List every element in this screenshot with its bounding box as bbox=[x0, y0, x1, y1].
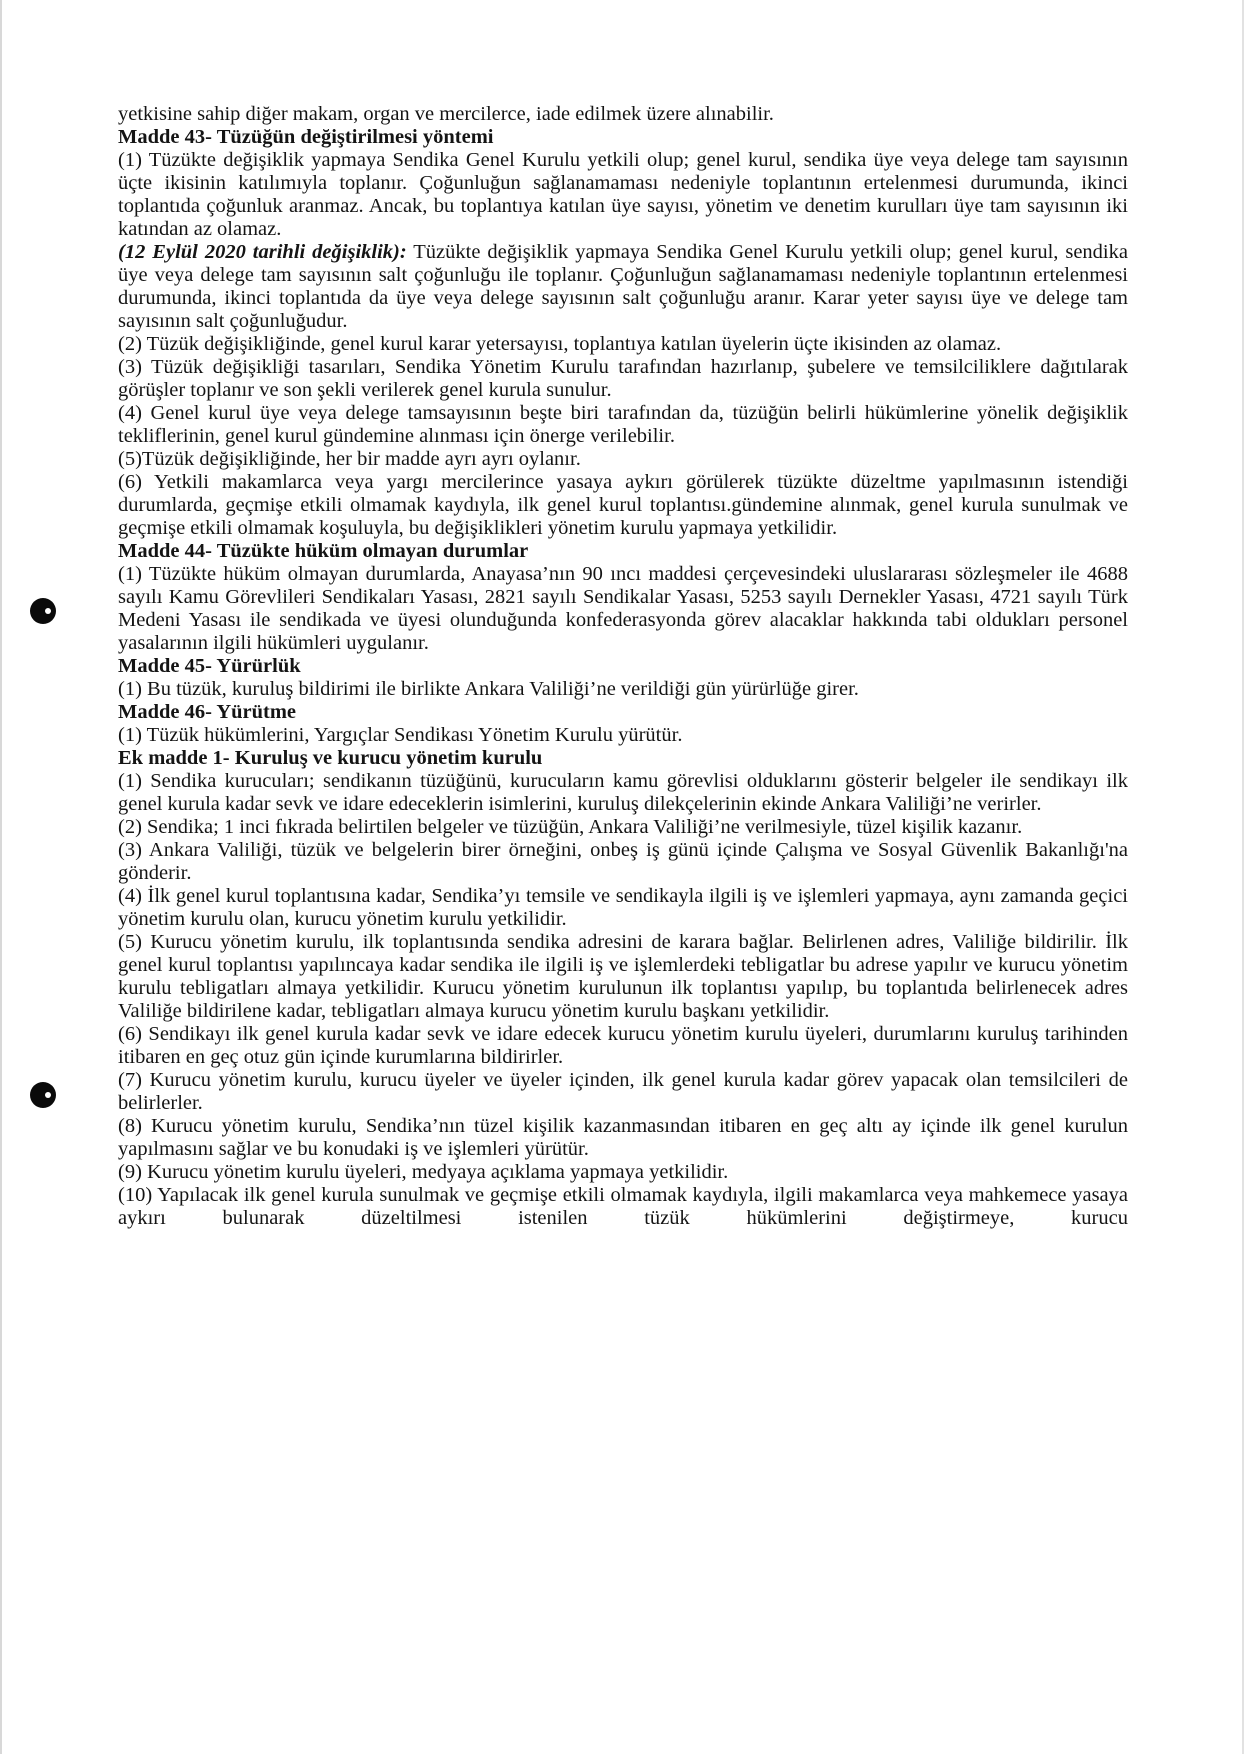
clause-paragraph: yetkisine sahip diğer makam, organ ve mercilerce, iade edilmek üzere alınabilir. bbox=[118, 103, 774, 125]
article-heading: Madde 45- Yürürlük bbox=[118, 655, 301, 677]
amendment-text: Tüzükte değişiklik yapmaya Sendika Genel Kurulu yetkili olup; genel kurul, sendika üye veya delege tam sayısının salt çoğunluğu ile toplanır. Çoğunluğun sağlanamaması nedeniyle toplantının ertelenmesi durumunda, ikinci toplantıda da üye veya delege sayısının salt çoğunluğu aranır. Karar yeter sayısı üye ve delege tam sayısının salt çoğunluğudur. bbox=[118, 241, 1128, 332]
clause-paragraph: (4) İlk genel kurul toplantısına kadar, Sendika’yı temsile ve sendikayla ilgili iş ve işlemleri yapmaya, aynı zamanda geçici yönetim kurulu olan, kurucu yönetim kurulu yetkilidir. bbox=[118, 885, 1128, 930]
clause-paragraph: (2) Tüzük değişikliğinde, genel kurul karar yetersayısı, toplantıya katılan üyelerin üçte ikisinden az olamaz. bbox=[118, 333, 1002, 355]
scan-right-edge bbox=[1242, 0, 1244, 1754]
clause-paragraph: (9) Kurucu yönetim kurulu üyeleri, medyaya açıklama yapmaya yetkilidir. bbox=[118, 1161, 729, 1183]
scan-left-edge bbox=[0, 0, 2, 1754]
document-page bbox=[118, 103, 1128, 1230]
clause-paragraph: (1) Sendika kurucuları; sendikanın tüzüğünü, kurucuların kamu görevlisi olduklarını gösterir belgeler ile sendikayı ilk genel kurula kadar sevk ve idare edeceklerin isimlerini, kuruluş dilekçelerinin ekinde Ankara Valiliği’ne verirler. bbox=[118, 770, 1128, 815]
clause-paragraph: (10) Yapılacak ilk genel kurula sunulmak ve geçmişe etkili olmamak kaydıyla, ilgili makamlarca veya mahkemece yasaya aykırı bulunarak düzeltilmesi istenilen tüzük hükümlerini değiştirmeye, kurucu bbox=[118, 1184, 1128, 1229]
clause-paragraph: (3) Ankara Valiliği, tüzük ve belgelerin birer örneğini, onbeş iş günü içinde Çalışma ve Sosyal Güvenlik Bakanlığı'na gönderir. bbox=[118, 839, 1128, 884]
article-heading: Madde 43- Tüzüğün değiştirilmesi yöntemi bbox=[118, 126, 494, 148]
clause-paragraph: (1) Tüzükte hüküm olmayan durumlarda, Anayasa’nın 90 ıncı maddesi çerçevesindeki uluslararası sözleşmeler ile 4688 sayılı Kamu Görevlileri Sendikaları Yasası, 2821 sayılı Sendikalar Yasası, 5253 sayılı Dernekler Yasası, 4721 sayılı Türk Medeni Yasası ile sendikada ve üyesi olunduğunda konfederasyonda görev alacaklar hakkında tabi oldukları personel yasalarının ilgili hükümleri uygulanır. bbox=[118, 563, 1128, 654]
clause-paragraph: (6) Sendikayı ilk genel kurula kadar sevk ve idare edecek kurucu yönetim kurulu üyeleri, durumlarını kuruluş tarihinden itibaren en geç otuz gün içinde kurumlarına bildirirler. bbox=[118, 1023, 1128, 1068]
article-heading: Madde 44- Tüzükte hüküm olmayan durumlar bbox=[118, 540, 529, 562]
clause-paragraph: (2) Sendika; 1 inci fıkrada belirtilen belgeler ve tüzüğün, Ankara Valiliği’ne verilmesiyle, tüzel kişilik kazanır. bbox=[118, 816, 1023, 838]
punch-hole-top bbox=[30, 598, 56, 624]
clause-paragraph: (1) Tüzükte değişiklik yapmaya Sendika Genel Kurulu yetkili olup; genel kurul, sendika üye veya delege tam sayısının üçte ikisinin katılımıyla toplanır. Çoğunluğun sağlanamaması nedeniyle toplantının ertelenmesi durumunda, ikinci toplantıda çoğunluk aranmaz. Ancak, bu toplantıya katılan üye sayısı, yönetim ve denetim kurulları üye tam sayısının iki katından az olamaz. bbox=[118, 149, 1128, 240]
clause-paragraph: (5) Kurucu yönetim kurulu, ilk toplantısında sendika adresini de karara bağlar. Belirlenen adres, Valiliğe bildirilir. İlk genel kurul toplantısı yapılıncaya kadar sendika ile ilgili iş ve işlemlerdeki tebligatlar bu adrese yapılır ve kurucu yönetim kurulu tebligatları almaya yetkilidir. Kurucu yönetim kurulunun ilk toplantısı yapılıp, bu toplantıda belirlenecek adres Valiliğe bildirilene kadar, tebligatları almaya kurucu yönetim kurulu başkanı yetkilidir. bbox=[118, 931, 1128, 1022]
clause-paragraph: (7) Kurucu yönetim kurulu, kurucu üyeler ve üyeler içinden, ilk genel kurula kadar görev yapacak olan temsilcileri de belirlerler. bbox=[118, 1069, 1128, 1114]
clause-paragraph: (4) Genel kurul üye veya delege tamsayısının beşte biri tarafından da, tüzüğün belirli hükümlerine yönelik değişiklik tekliflerinin, genel kurul gündemine alınması için önerge verilebilir. bbox=[118, 402, 1128, 447]
article-heading: Ek madde 1- Kuruluş ve kurucu yönetim kurulu bbox=[118, 747, 543, 769]
clause-paragraph: (6) Yetkili makamlarca veya yargı mercilerince yasaya aykırı görülerek tüzükte düzeltme yapılmasının istendiği durumlarda, geçmişe etkili olmamak kaydıyla, ilk genel kurul toplantısı.gündemine alınmak, genel kurula sunulmak ve geçmişe etkili olmamak koşuluyla, bu değişiklikleri yönetim kurulu yapmaya yetkilidir. bbox=[118, 471, 1128, 539]
amendment-paragraph bbox=[118, 241, 1128, 333]
amendment-note: (12 Eylül 2020 tarihli değişiklik): bbox=[118, 241, 407, 263]
article-heading: Madde 46- Yürütme bbox=[118, 701, 297, 723]
clause-paragraph: (5)Tüzük değişikliğinde, her bir madde ayrı ayrı oylanır. bbox=[118, 448, 581, 470]
clause-paragraph: (3) Tüzük değişikliği tasarıları, Sendika Yönetim Kurulu tarafından hazırlanıp, şubelere ve temsilciliklere dağıtılarak görüşler toplanır ve son şekli verilerek genel kurula sunulur. bbox=[118, 356, 1128, 401]
punch-hole-bottom bbox=[30, 1082, 56, 1108]
clause-paragraph: (1) Bu tüzük, kuruluş bildirimi ile birlikte Ankara Valiliği’ne verildiği gün yürürlüğe girer. bbox=[118, 678, 859, 700]
clause-paragraph: (8) Kurucu yönetim kurulu, Sendika’nın tüzel kişilik kazanmasından itibaren en geç altı ay içinde ilk genel kurulun yapılmasını sağlar ve bu konudaki iş ve işlemleri yürütür. bbox=[118, 1115, 1128, 1160]
clause-paragraph: (1) Tüzük hükümlerini, Yargıçlar Sendikası Yönetim Kurulu yürütür. bbox=[118, 724, 683, 746]
